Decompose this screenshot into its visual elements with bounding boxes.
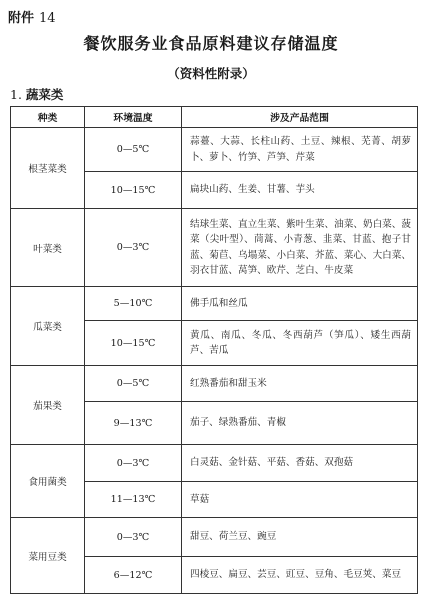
products-cell: 四棱豆、扁豆、芸豆、豇豆、豆角、毛豆荚、菜豆 — [182, 557, 418, 594]
temperature-cell: 0—5℃ — [85, 128, 182, 172]
document-title: 餐饮服务业食品原料建议存储温度 — [83, 34, 339, 53]
products-cell: 红熟番茄和甜玉米 — [182, 366, 418, 402]
table-row — [11, 287, 418, 321]
section-name: 蔬菜类 — [25, 87, 64, 102]
category-cell: 菜用豆类 — [11, 518, 85, 594]
section-index: 1. — [10, 87, 22, 102]
table-row — [11, 209, 418, 287]
category-cell: 瓜菜类 — [11, 287, 85, 366]
temperature-cell: 0—3℃ — [85, 445, 182, 482]
temperature-cell: 10—15℃ — [85, 321, 182, 366]
table-row — [11, 518, 418, 557]
category-cell: 叶菜类 — [11, 209, 85, 287]
attachment-number: 14 — [39, 11, 56, 26]
header-products: 涉及产品范围 — [182, 107, 418, 128]
temperature-cell: 0—5℃ — [85, 366, 182, 402]
table-row — [11, 445, 418, 482]
attachment-label — [8, 7, 56, 26]
attachment-word: 附件 — [8, 11, 35, 26]
products-cell: 扁块山药、生姜、甘薯、芋头 — [182, 172, 418, 209]
temperature-cell: 0—3℃ — [85, 518, 182, 557]
header-temperature: 环境温度 — [85, 107, 182, 128]
products-cell: 结球生菜、直立生菜、紫叶生菜、油菜、奶白菜、菠菜（尖叶型）、茼蒿、小青葱、韭菜、甘蓝、抱子甘蓝、菊苣、乌塌菜、小白菜、芥蓝、菜心、大白菜、羽衣甘蓝、莴笋、欧芹、芝白、牛皮菜 — [182, 209, 418, 287]
products-cell: 佛手瓜和丝瓜 — [182, 287, 418, 321]
temperature-cell: 6—12℃ — [85, 557, 182, 594]
header-category: 种类 — [11, 107, 85, 128]
storage-temperature-table — [10, 106, 418, 594]
table-row — [11, 366, 418, 402]
temperature-cell: 9—13℃ — [85, 402, 182, 445]
category-cell: 根茎菜类 — [11, 128, 85, 209]
category-cell: 食用菌类 — [11, 445, 85, 518]
temperature-cell: 10—15℃ — [85, 172, 182, 209]
table-row — [11, 128, 418, 172]
products-cell: 茄子、绿熟番茄、青椒 — [182, 402, 418, 445]
temperature-cell: 0—3℃ — [85, 209, 182, 287]
products-cell: 甜豆、荷兰豆、豌豆 — [182, 518, 418, 557]
table-header-row — [11, 107, 418, 128]
products-cell: 草菇 — [182, 482, 418, 518]
temperature-cell: 11—13℃ — [85, 482, 182, 518]
category-cell: 茄果类 — [11, 366, 85, 445]
products-cell: 黄瓜、南瓜、冬瓜、冬西葫芦（笋瓜）、矮生西葫芦、苦瓜 — [182, 321, 418, 366]
products-cell: 蒜薹、大蒜、长柱山药、土豆、辣根、芜菁、胡萝卜、萝卜、竹笋、芦笋、芹菜 — [182, 128, 418, 172]
section-heading — [10, 85, 63, 103]
products-cell: 白灵菇、金针菇、平菇、香菇、双孢菇 — [182, 445, 418, 482]
document-subtitle: （资料性附录） — [167, 66, 255, 81]
temperature-cell: 5—10℃ — [85, 287, 182, 321]
